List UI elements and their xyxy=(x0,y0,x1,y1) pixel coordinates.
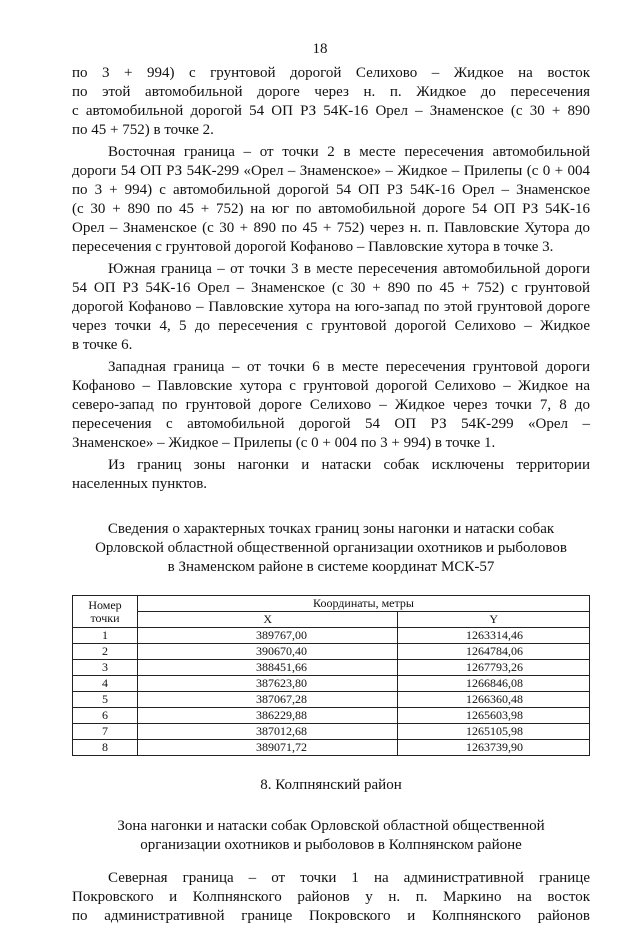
paragraph-line: населенных пунктов. xyxy=(72,476,208,492)
page-number: 18 xyxy=(312,41,328,57)
paragraph-line: Орел – Знаменское (с 30 + 890 по 45 + 752) через н. п. Павловские Хутора до xyxy=(72,220,590,236)
header-point-number xyxy=(73,596,138,628)
point-number-cell: 4 xyxy=(73,676,138,692)
boundary-description xyxy=(72,64,590,494)
x-coordinate-cell: 387012,68 xyxy=(138,724,398,740)
paragraph-line: по 3 + 994) с грунтовой дорогой Селихово – Жидкое на восток xyxy=(72,65,590,81)
paragraph xyxy=(72,260,590,355)
y-coordinate-cell: 1263739,90 xyxy=(398,740,590,756)
y-coordinate-cell: 1263314,46 xyxy=(398,628,590,644)
paragraph-line: пересечения с автомобильной дорогой 54 ОП РЗ 54К-299 «Орел – xyxy=(72,416,590,432)
zone-title-line: Зона нагонки и натаски собак Орловской областной общественной xyxy=(117,818,545,834)
x-coordinate-cell: 387067,28 xyxy=(138,692,398,708)
x-coordinate-cell: 389071,72 xyxy=(138,740,398,756)
paragraph-line: Южная граница – от точки 3 в месте пересечения автомобильной дороги xyxy=(108,261,590,277)
table-title xyxy=(72,520,590,577)
zone-title xyxy=(72,817,590,855)
x-coordinate-cell: 386229,88 xyxy=(138,708,398,724)
paragraph-line: Восточная граница – от точки 2 в месте пересечения автомобильной xyxy=(108,144,590,160)
point-number-cell: 5 xyxy=(73,692,138,708)
paragraph xyxy=(72,358,590,453)
paragraph-line: по 45 + 752) в точке 2. xyxy=(72,122,214,138)
paragraph-line: в точке 6. xyxy=(72,337,133,353)
paragraph-line: (с 30 + 890 по 45 + 752) на юг по автомобильной дороге 54 ОП РЗ 54К-16 xyxy=(72,201,590,217)
paragraph-line: по 3 + 994) с автомобильной дорогой 54 ОП РЗ 54К-16 Орел – Знаменское xyxy=(72,182,590,198)
table-row xyxy=(73,692,590,708)
paragraph xyxy=(72,143,590,257)
paragraph-line: Знаменское» – Жидкое – Прилепы (с 0 + 004 по 3 + 994) в точке 1. xyxy=(72,435,496,451)
table-title-line: в Знаменском районе в системе координат МСК-57 xyxy=(167,559,495,575)
paragraph-line: Северная граница – от точки 1 на административной границе xyxy=(108,870,590,886)
table-subheader-row xyxy=(73,612,590,628)
table-title-line: Сведения о характерных точках границ зоны нагонки и натаски собак xyxy=(107,521,555,537)
coordinates-table xyxy=(72,595,590,756)
point-number-cell: 7 xyxy=(73,724,138,740)
table-body xyxy=(73,628,590,756)
table-row xyxy=(73,676,590,692)
header-point-number-line1: Номер xyxy=(88,597,122,612)
table-row xyxy=(73,628,590,644)
y-coordinate-cell: 1265603,98 xyxy=(398,708,590,724)
table-row xyxy=(73,724,590,740)
paragraph xyxy=(72,64,590,140)
y-coordinate-cell: 1266846,08 xyxy=(398,676,590,692)
header-point-number-line2: точки xyxy=(90,610,120,625)
x-coordinate-cell: 388451,66 xyxy=(138,660,398,676)
header-coordinates: Координаты, метры xyxy=(138,596,590,612)
table-row xyxy=(73,644,590,660)
table-row xyxy=(73,660,590,676)
paragraph-line: по этой автомобильной дороге через н. п. Жидкое до пересечения xyxy=(72,84,590,100)
paragraph-line: по административной границе Покровского и Колпнянского районов xyxy=(72,908,590,924)
point-number-cell: 3 xyxy=(73,660,138,676)
document-body xyxy=(72,64,590,929)
y-coordinate-cell: 1266360,48 xyxy=(398,692,590,708)
table-header-row xyxy=(73,596,590,612)
y-coordinate-cell: 1267793,26 xyxy=(398,660,590,676)
x-coordinate-cell: 390670,40 xyxy=(138,644,398,660)
paragraph-line: северо-запад по грунтовой дороге Селихово – Жидкое через точки 7, 8 до xyxy=(72,397,590,413)
x-coordinate-cell: 387623,80 xyxy=(138,676,398,692)
paragraph-line: Кофаново – Павловские хутора с грунтовой дорогой Селихово – Жидкое на xyxy=(72,378,590,394)
paragraph-line: Западная граница – от точки 6 в месте пересечения грунтовой дороги xyxy=(108,359,590,375)
paragraph-line: дороги 54 ОП РЗ 54К-299 «Орел – Знаменское» – Жидкое – Прилепы (с 0 + 004 xyxy=(72,163,590,179)
table-row xyxy=(73,708,590,724)
paragraph-line: с автомобильной дорогой 54 ОП РЗ 54К-16 Орел – Знаменское (с 30 + 890 xyxy=(72,103,590,119)
paragraph-line: дорогой Кофаново – Павловские хутора на юго-запад по этой грунтовой дороге xyxy=(72,299,590,315)
paragraph-line: Из границ зоны нагонки и натаски собак исключены территории xyxy=(108,457,590,473)
section-heading: 8. Колпнянский район xyxy=(260,777,402,793)
paragraph-line: пересечения с грунтовой дорогой Кофаново – Павловские хутора в точке 3. xyxy=(72,239,554,255)
point-number-cell: 2 xyxy=(73,644,138,660)
x-coordinate-cell: 389767,00 xyxy=(138,628,398,644)
y-coordinate-cell: 1264784,06 xyxy=(398,644,590,660)
northern-boundary-paragraph xyxy=(72,869,590,926)
paragraph-line: 54 ОП РЗ 54К-16 Орел – Знаменское (с 30 + 890 по 45 + 752) с грунтовой xyxy=(72,280,590,296)
paragraph xyxy=(72,456,590,494)
point-number-cell: 1 xyxy=(73,628,138,644)
table-title-line: Орловской областной общественной организации охотников и рыболовов xyxy=(95,540,567,556)
paragraph-line: через точки 4, 5 до пересечения с грунтовой дорогой Селихово – Жидкое xyxy=(72,318,590,334)
point-number-cell: 6 xyxy=(73,708,138,724)
table-row xyxy=(73,740,590,756)
zone-title-line: организации охотников и рыболовов в Колпнянском районе xyxy=(140,837,522,853)
header-x: X xyxy=(138,612,398,628)
paragraph-line: Покровского и Колпнянского районов у н. п. Маркино на восток xyxy=(72,889,590,905)
point-number-cell: 8 xyxy=(73,740,138,756)
header-y: Y xyxy=(398,612,590,628)
y-coordinate-cell: 1265105,98 xyxy=(398,724,590,740)
